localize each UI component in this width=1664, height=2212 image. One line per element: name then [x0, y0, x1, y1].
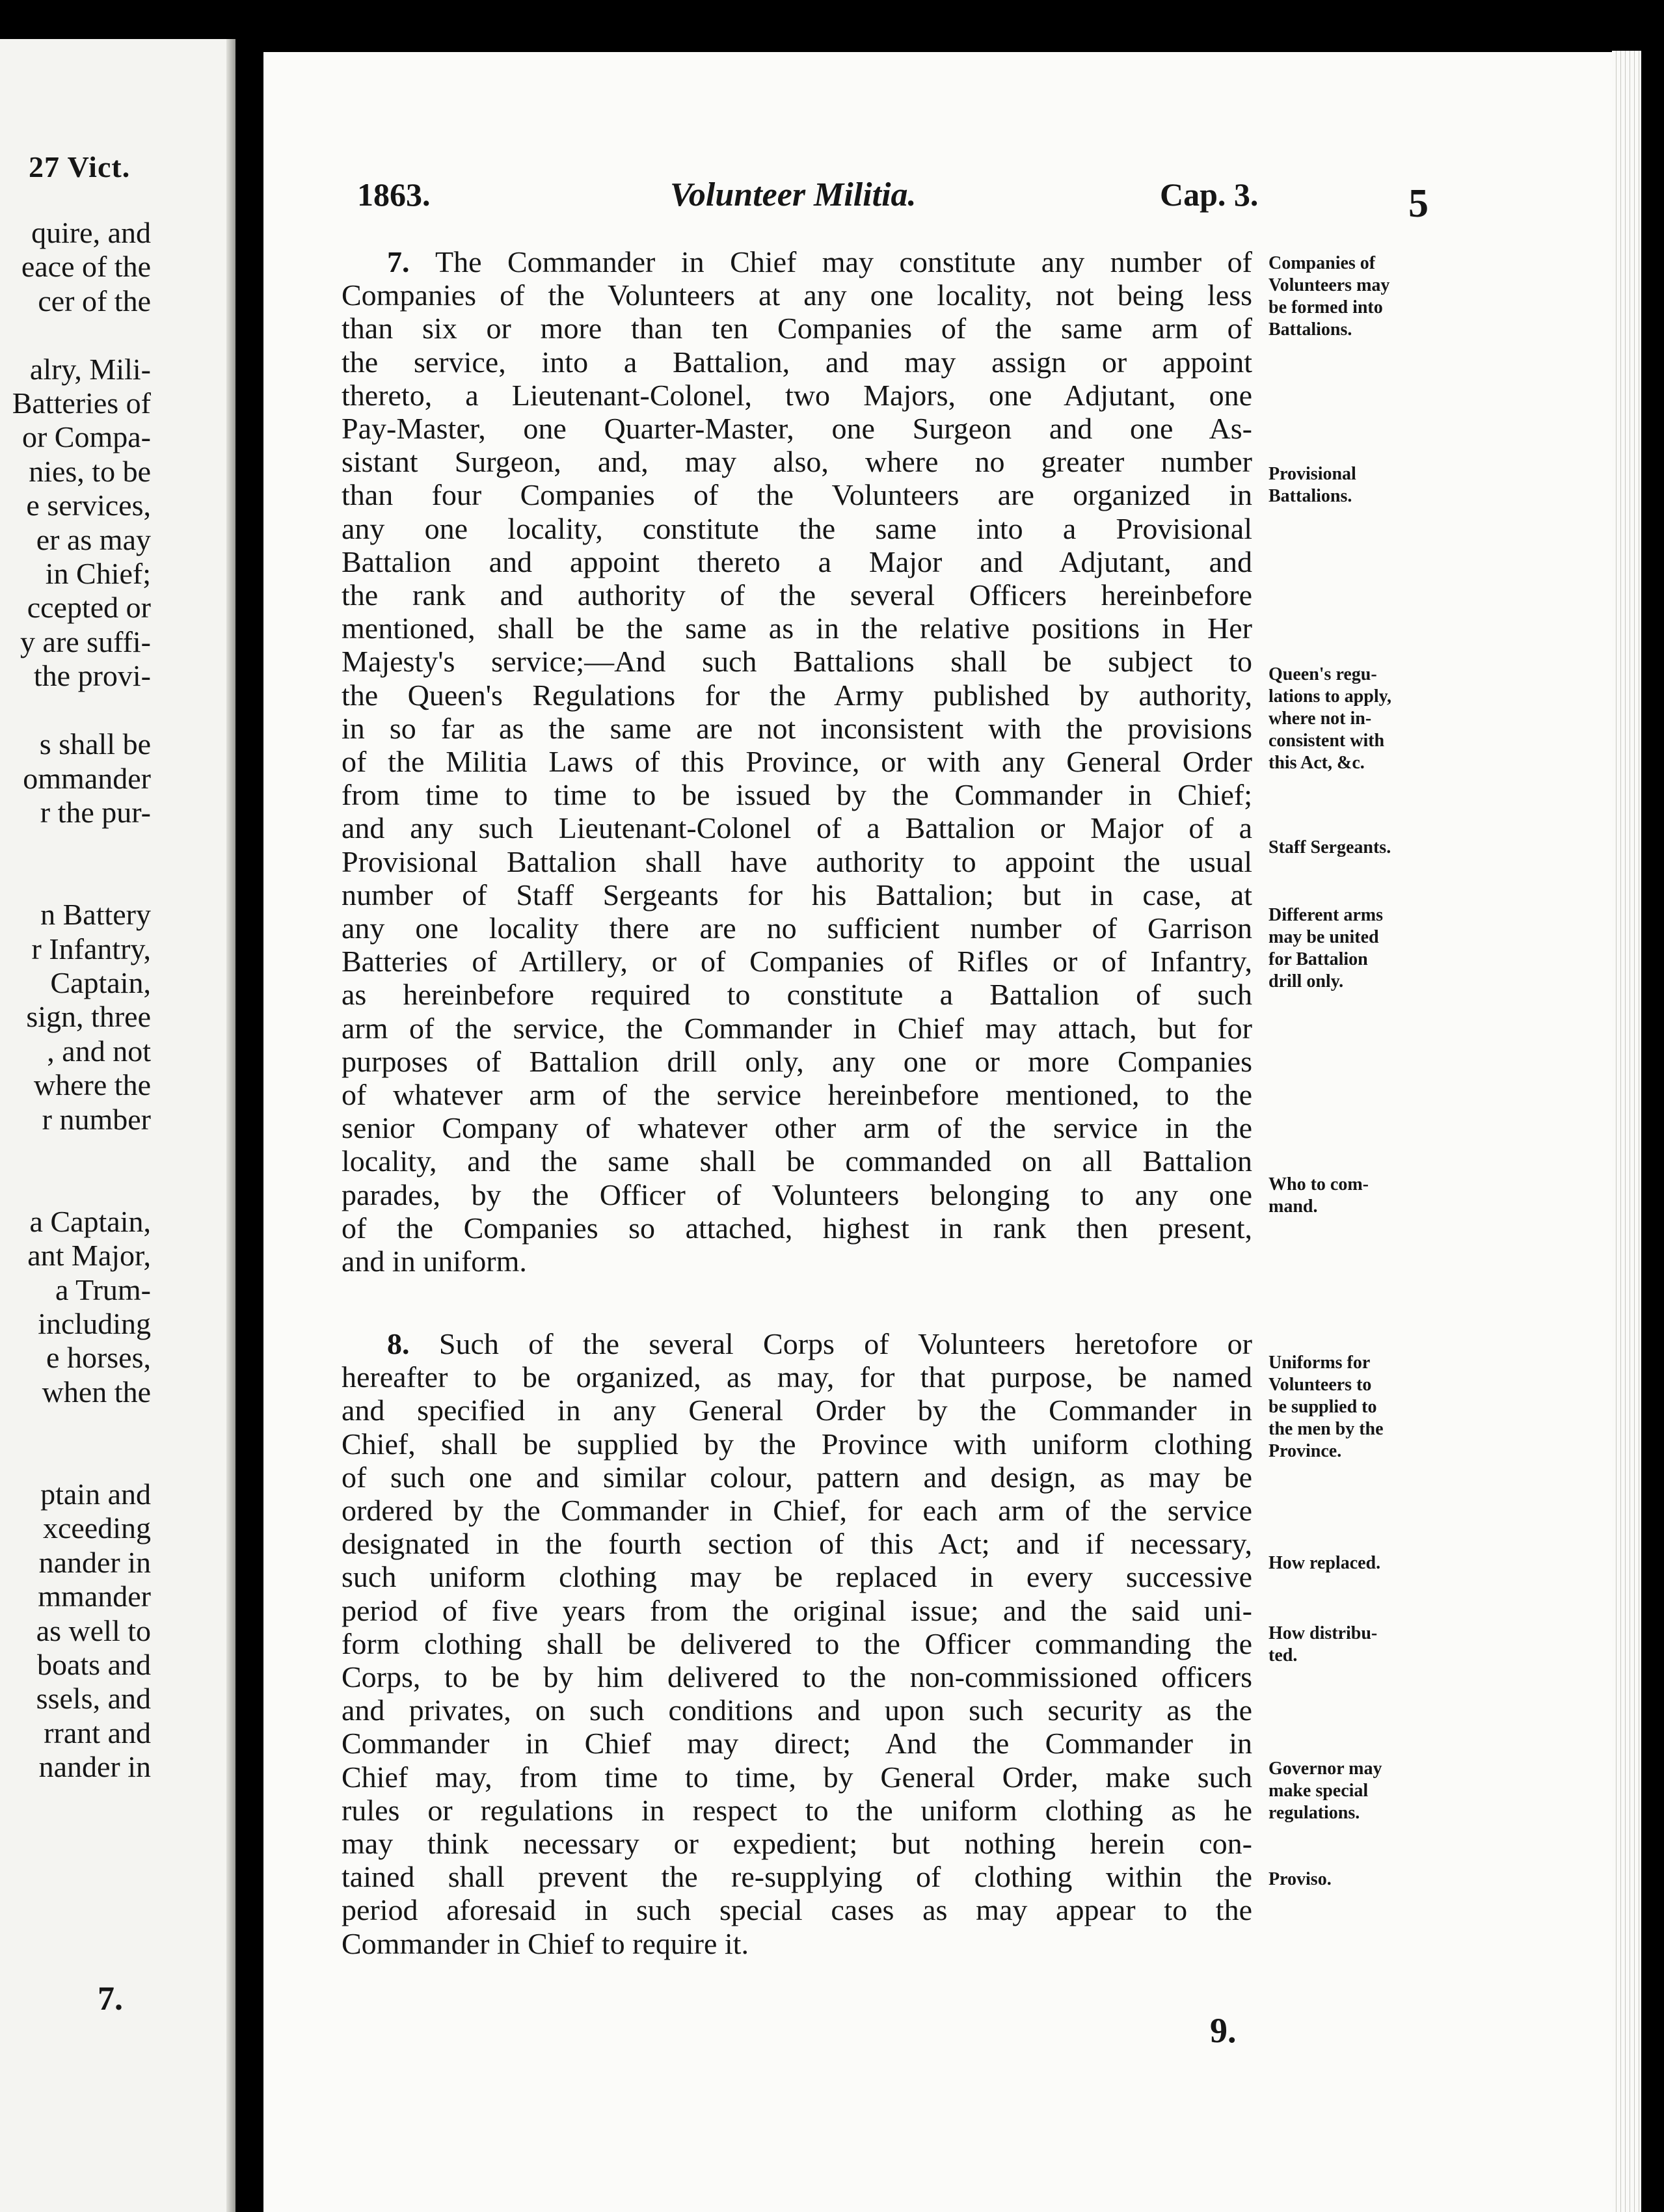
facing-page-line: nander in — [38, 1545, 151, 1579]
facing-page-line: quire, and — [31, 216, 151, 249]
facing-page-line — [12, 830, 151, 863]
facing-page-header: 27 Vict. — [29, 150, 131, 183]
facing-page — [0, 39, 235, 2212]
text-line: of whatever arm of the service hereinbefore mentioned, to the — [342, 1078, 1252, 1112]
signature-mark: 9. — [1210, 2011, 1237, 2050]
margin-note-companies: Companies of Volunteers may be formed into Battalions. — [1268, 253, 1390, 340]
text-line: may think necessary or expedient; but nothing herein con- — [342, 1827, 1252, 1861]
text-line: Commander in Chief may direct; And the Commander in — [342, 1727, 1252, 1760]
text-line: thereto, a Lieutenant-Colonel, two Majors, one Adjutant, one — [342, 378, 1252, 412]
facing-page-line: n Battery — [40, 898, 151, 932]
text-line: the rank and authority of the several Officers hereinbefore — [342, 578, 1252, 612]
text-line: and any such Lieutenant-Colonel of a Battalion or Major of a — [342, 811, 1252, 845]
margin-note-replaced: How replaced. — [1268, 1553, 1381, 1573]
text-line: in so far as the same are not inconsistent with the provisions — [342, 711, 1252, 745]
facing-page-line: nies, to be — [29, 454, 151, 488]
page-fold — [226, 39, 235, 2212]
facing-page-line: a Captain, — [29, 1204, 151, 1238]
facing-page-line: e services, — [26, 489, 151, 522]
margin-note-proviso: Proviso. — [1268, 1869, 1332, 1889]
text-line: Chief may, from time to time, by General Order, make such — [342, 1760, 1252, 1794]
text-line: arm of the service, the Commander in Chief may attach, but for — [342, 1011, 1252, 1045]
facing-page-line: where the — [33, 1068, 151, 1102]
facing-page-line: Captain, — [50, 965, 151, 999]
section-number: 8. — [387, 1327, 439, 1360]
text-line: Majesty's service;—And such Battalions shall be subject to — [342, 645, 1252, 679]
header-year: 1863. — [357, 176, 431, 213]
margin-note-governor: Governor may make special regulations. — [1268, 1759, 1382, 1823]
text-line: Battalion and appoint thereto a Major and Adjutant, and — [342, 545, 1252, 578]
facing-page-line: in Chief; — [45, 557, 151, 591]
facing-page-line: ptain and — [40, 1477, 151, 1511]
text-line: Commander in Chief to require it. — [342, 1926, 749, 1960]
text-line: any one locality, constitute the same into a Provisional — [342, 511, 1252, 545]
text-line: number of Staff Sergeants for his Battalion; but in case, at — [342, 878, 1252, 911]
margin-note-distributed: How distribu- ted. — [1268, 1623, 1378, 1666]
margin-note-different-arms: Different arms may be united for Battalion drill only. — [1268, 905, 1383, 991]
facing-page-line: boats and — [36, 1648, 151, 1682]
facing-page-line: when the — [42, 1375, 151, 1409]
facing-page-line: nander in — [38, 1750, 151, 1784]
facing-page-line — [12, 1444, 151, 1477]
text-line: Pay-Master, one Quarter-Master, one Surgeon and one As- — [342, 412, 1252, 446]
text-line: Companies of the Volunteers at any one locality, not being less — [342, 278, 1252, 312]
facing-page-line: mmander — [38, 1580, 151, 1613]
text-line: and privates, on such conditions and upon such security as the — [342, 1693, 1252, 1727]
facing-page-line: y are suffi- — [20, 625, 151, 658]
text-line: Batteries of Artillery, or of Companies of Rifles or of Infantry, — [342, 945, 1252, 978]
facing-page-line: , and not — [47, 1034, 151, 1068]
section-number: 7. — [387, 245, 435, 278]
header-title: Volunteer Militia. — [670, 176, 917, 213]
facing-page-line: ccepted or — [27, 591, 151, 625]
text-line: sistant Surgeon, and, may also, where no greater number — [342, 445, 1252, 479]
text-line: of the Companies so attached, highest in rank then present, — [342, 1211, 1252, 1245]
text-line: Chief, shall be supplied by the Province with uniform clothing — [342, 1427, 1252, 1461]
facing-page-text — [12, 216, 151, 1785]
page-number: 5 — [1408, 182, 1429, 226]
facing-page-line: s shall be — [39, 727, 151, 761]
facing-page-line: r Infantry, — [31, 932, 151, 965]
text-line: mentioned, shall be the same as in the relative positions in Her — [342, 612, 1252, 645]
margin-note-queens-regulations: Queen's regu- lations to apply, where not in- consistent with this Act, &c. — [1268, 664, 1392, 773]
facing-page-line: ssels, and — [36, 1682, 151, 1716]
facing-page-line — [12, 1409, 151, 1443]
facing-page-line — [12, 318, 151, 352]
section-7 — [342, 245, 1252, 1278]
facing-page-line: sign, three — [26, 1000, 151, 1034]
facing-page-line — [12, 694, 151, 727]
text-line: Corps, to be by him delivered to the non-commissioned officers — [342, 1660, 1252, 1694]
facing-page-line: ommander — [23, 761, 151, 795]
text-line: locality, and the same shall be commanded on all Battalion — [342, 1144, 1252, 1178]
text-line: as hereinbefore required to constitute a Battalion of such — [342, 978, 1252, 1012]
text-line-content: The Commander in Chief may constitute any number of — [435, 245, 1252, 278]
facing-page-line: r number — [42, 1102, 151, 1136]
text-line: any one locality there are no sufficient number of Garrison — [342, 911, 1252, 945]
text-line: parades, by the Officer of Volunteers belonging to any one — [342, 1178, 1252, 1211]
text-line: the service, into a Battalion, and may assign or appoint — [342, 345, 1252, 379]
facing-page-line: as well to — [36, 1613, 151, 1647]
facing-page-line — [12, 864, 151, 898]
text-line: the Queen's Regulations for the Army published by authority, — [342, 678, 1252, 712]
text-line: Provisional Battalion shall have authority to appoint the usual — [342, 844, 1252, 878]
page-edges — [1612, 51, 1641, 2212]
text-line: such uniform clothing may be replaced in every successive — [342, 1560, 1252, 1594]
text-line: of the Militia Laws of this Province, or with any General Order — [342, 745, 1252, 779]
facing-page-line: including — [38, 1307, 151, 1340]
text-line: tained shall prevent the re-supplying of clothing within the — [342, 1860, 1252, 1894]
facing-page-line — [12, 1137, 151, 1170]
facing-page-line — [12, 1170, 151, 1204]
facing-page-line: xceeding — [42, 1511, 151, 1545]
text-line: from time to time to be issued by the Commander in Chief; — [342, 778, 1252, 812]
facing-page-line: er as may — [36, 522, 151, 556]
facing-page-line: ant Major, — [27, 1239, 151, 1273]
margin-note-command: Who to com- mand. — [1268, 1174, 1369, 1217]
text-line: rules or regulations in respect to the uniform clothing as he — [342, 1793, 1252, 1827]
text-line: ordered by the Commander in Chief, for each arm of the service — [342, 1494, 1252, 1528]
facing-page-line: a Trum- — [55, 1273, 151, 1306]
text-line: senior Company of whatever other arm of the service in the — [342, 1111, 1252, 1145]
text-line: period of five years from the original issue; and the said uni- — [342, 1593, 1252, 1627]
text-line-content: Such of the several Corps of Volunteers heretofore or — [438, 1327, 1253, 1360]
facing-page-line: eace of the — [21, 250, 151, 284]
facing-page-line: alry, Mili- — [29, 352, 151, 386]
text-line: designated in the fourth section of this Act; and if necessary, — [342, 1527, 1252, 1561]
text-line: of such one and similar colour, pattern and design, as may be — [342, 1460, 1252, 1494]
facing-page-line: e horses, — [46, 1341, 151, 1375]
margin-note-provisional: Provisional Battalions. — [1268, 464, 1356, 506]
facing-page-line: Batteries of — [12, 386, 151, 420]
text-line — [342, 245, 1252, 278]
margin-note-uniforms: Uniforms for Volunteers to be supplied to the men by the Province. — [1268, 1353, 1384, 1461]
text-line: purposes of Battalion drill only, any one or more Companies — [342, 1044, 1252, 1078]
text-line: and in uniform. — [342, 1245, 527, 1278]
text-line: hereafter to be organized, as may, for that purpose, be named — [342, 1360, 1252, 1394]
facing-page-line: the provi- — [33, 659, 151, 693]
facing-page-line: rrant and — [44, 1716, 151, 1749]
text-line: period aforesaid in such special cases as may appear to the — [342, 1893, 1252, 1927]
text-line — [342, 1327, 1252, 1360]
facing-page-footer: 7. — [98, 1980, 123, 2017]
text-line: than four Companies of the Volunteers are organized in — [342, 478, 1252, 512]
facing-page-line: r the pur- — [40, 795, 151, 829]
text-line: form clothing shall be delivered to the Officer commanding the — [342, 1626, 1252, 1660]
margin-note-staff-sergeants: Staff Sergeants. — [1268, 837, 1391, 857]
text-line: than six or more than ten Companies of the same arm of — [342, 312, 1252, 345]
facing-page-line: or Compa- — [21, 420, 151, 454]
facing-page-line: cer of the — [38, 284, 151, 317]
header-chapter: Cap. 3. — [1160, 176, 1259, 213]
section-8 — [342, 1327, 1252, 1960]
text-line: and specified in any General Order by the Commander in — [342, 1394, 1252, 1427]
